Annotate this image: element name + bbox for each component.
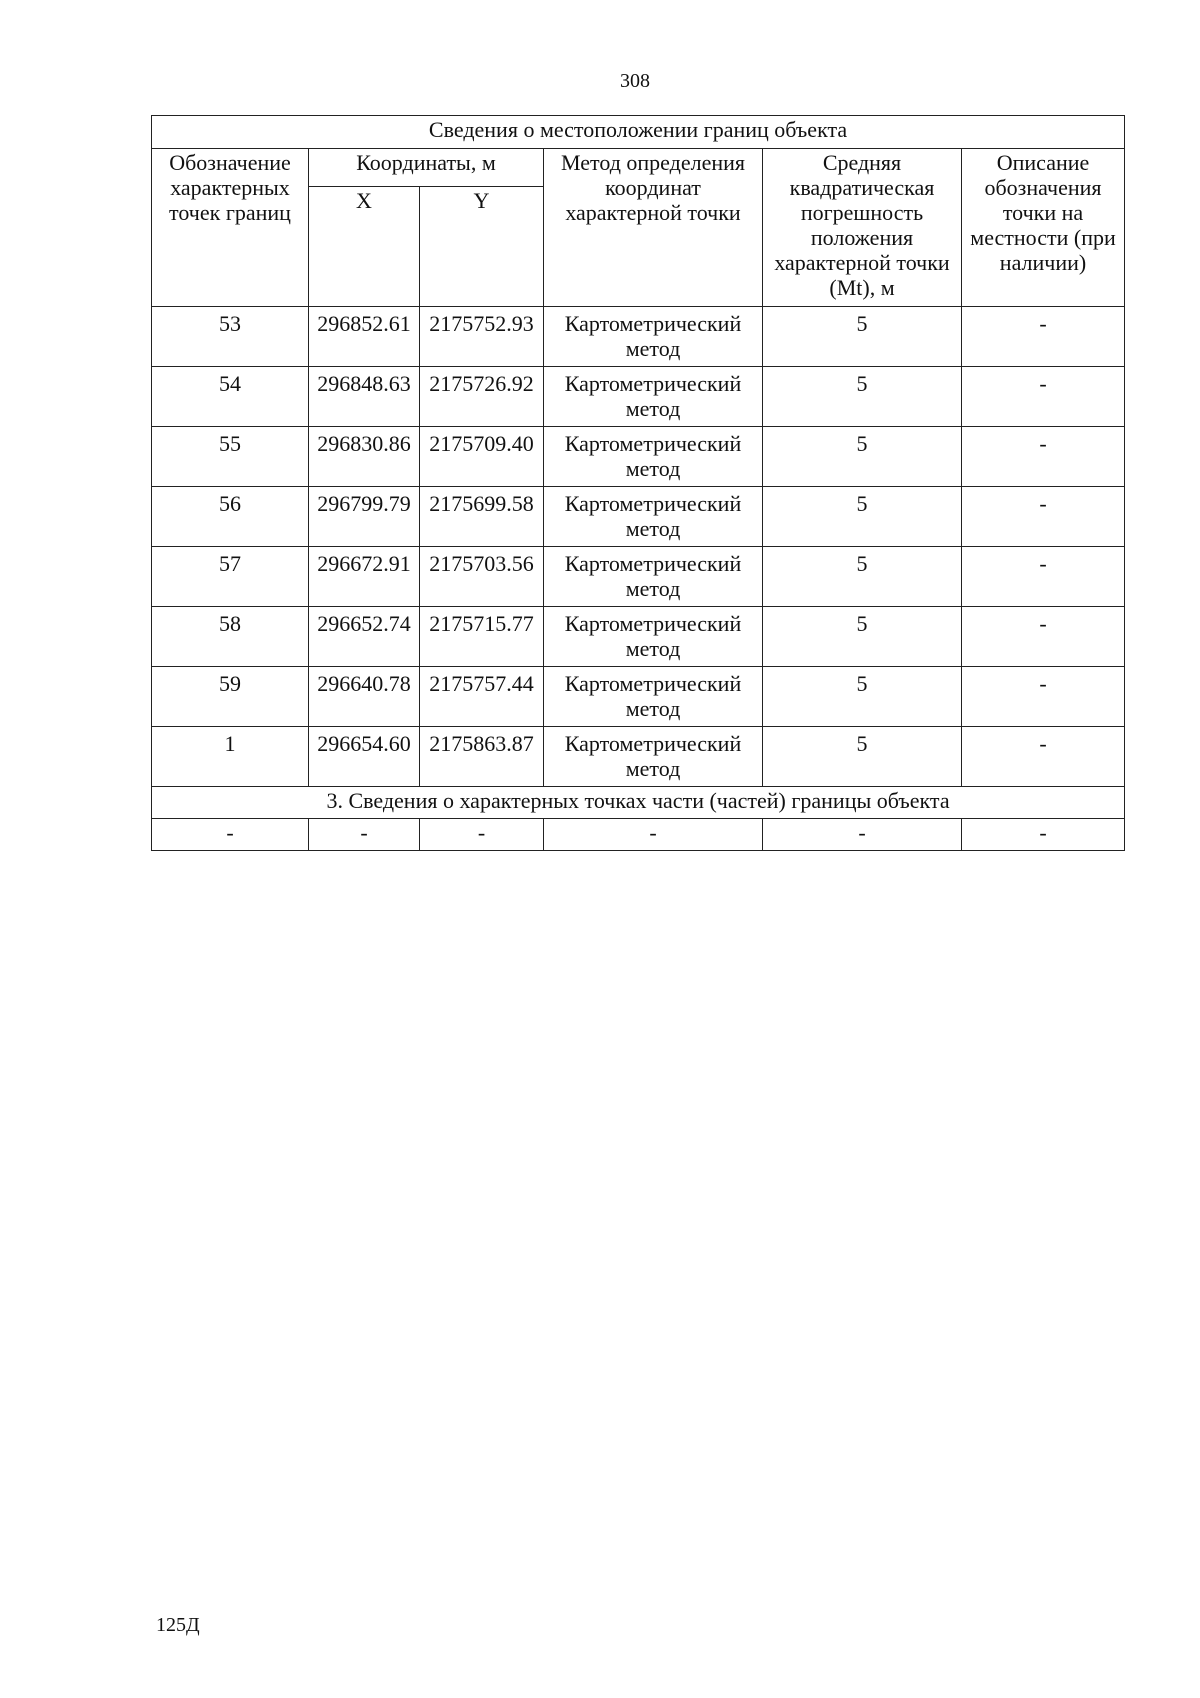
cell-x: 296672.91 [309, 547, 420, 607]
cell-y: 2175709.40 [420, 427, 544, 487]
cell-x: 296640.78 [309, 667, 420, 727]
cell-error: 5 [763, 727, 962, 787]
cell-method: Картометрический метод [544, 487, 763, 547]
header-point: Обозначение характерных точек границ [152, 149, 309, 307]
cell-point: 55 [152, 427, 309, 487]
section3-cell: - [309, 819, 420, 851]
cell-x: 296852.61 [309, 307, 420, 367]
cell-y: 2175752.93 [420, 307, 544, 367]
table-row [152, 667, 1125, 727]
cell-error: 5 [763, 427, 962, 487]
header-y: Y [420, 187, 544, 307]
table-row [152, 427, 1125, 487]
cell-point: 57 [152, 547, 309, 607]
cell-error: 5 [763, 307, 962, 367]
section3-cell: - [763, 819, 962, 851]
cell-point: 53 [152, 307, 309, 367]
cell-description: - [962, 667, 1125, 727]
cell-point: 59 [152, 667, 309, 727]
cell-description: - [962, 547, 1125, 607]
cell-y: 2175715.77 [420, 607, 544, 667]
cell-description: - [962, 607, 1125, 667]
cell-description: - [962, 307, 1125, 367]
cell-description: - [962, 487, 1125, 547]
table-row [152, 367, 1125, 427]
cell-method: Картометрический метод [544, 727, 763, 787]
cell-method: Картометрический метод [544, 427, 763, 487]
header-method: Метод определения координат характерной точки [544, 149, 763, 307]
header-coordinates: Координаты, м [309, 149, 544, 187]
cell-y: 2175863.87 [420, 727, 544, 787]
table-row [152, 727, 1125, 787]
cell-method: Картометрический метод [544, 367, 763, 427]
table-row [152, 547, 1125, 607]
cell-point: 56 [152, 487, 309, 547]
cell-error: 5 [763, 607, 962, 667]
cell-error: 5 [763, 667, 962, 727]
table-row [152, 607, 1125, 667]
cell-x: 296654.60 [309, 727, 420, 787]
cell-method: Картометрический метод [544, 307, 763, 367]
header-description: Описание обозначения точки на местности (при наличии) [962, 149, 1125, 307]
cell-description: - [962, 727, 1125, 787]
cell-point: 58 [152, 607, 309, 667]
header-x: X [309, 187, 420, 307]
header-error: Средняя квадратическая погрешность положения характерной точки (Mt), м [763, 149, 962, 307]
cell-method: Картометрический метод [544, 667, 763, 727]
section3-title: 3. Сведения о характерных точках части (частей) границы объекта [152, 787, 1125, 819]
cell-y: 2175726.92 [420, 367, 544, 427]
page-number: 308 [620, 70, 650, 92]
document-code: 125Д [156, 1614, 200, 1636]
section3-row [152, 819, 1125, 851]
cell-x: 296848.63 [309, 367, 420, 427]
boundary-coordinates-table [151, 115, 1125, 851]
cell-y: 2175757.44 [420, 667, 544, 727]
cell-point: 54 [152, 367, 309, 427]
cell-description: - [962, 427, 1125, 487]
table-row [152, 307, 1125, 367]
cell-method: Картометрический метод [544, 607, 763, 667]
cell-error: 5 [763, 487, 962, 547]
section3-cell: - [962, 819, 1125, 851]
cell-method: Картометрический метод [544, 547, 763, 607]
cell-error: 5 [763, 367, 962, 427]
table-title: Сведения о местоположении границ объекта [152, 116, 1125, 149]
cell-x: 296799.79 [309, 487, 420, 547]
section3-cell: - [420, 819, 544, 851]
cell-description: - [962, 367, 1125, 427]
cell-y: 2175703.56 [420, 547, 544, 607]
section3-cell: - [544, 819, 763, 851]
cell-x: 296652.74 [309, 607, 420, 667]
cell-x: 296830.86 [309, 427, 420, 487]
cell-point: 1 [152, 727, 309, 787]
section3-cell: - [152, 819, 309, 851]
table-row [152, 487, 1125, 547]
cell-error: 5 [763, 547, 962, 607]
cell-y: 2175699.58 [420, 487, 544, 547]
